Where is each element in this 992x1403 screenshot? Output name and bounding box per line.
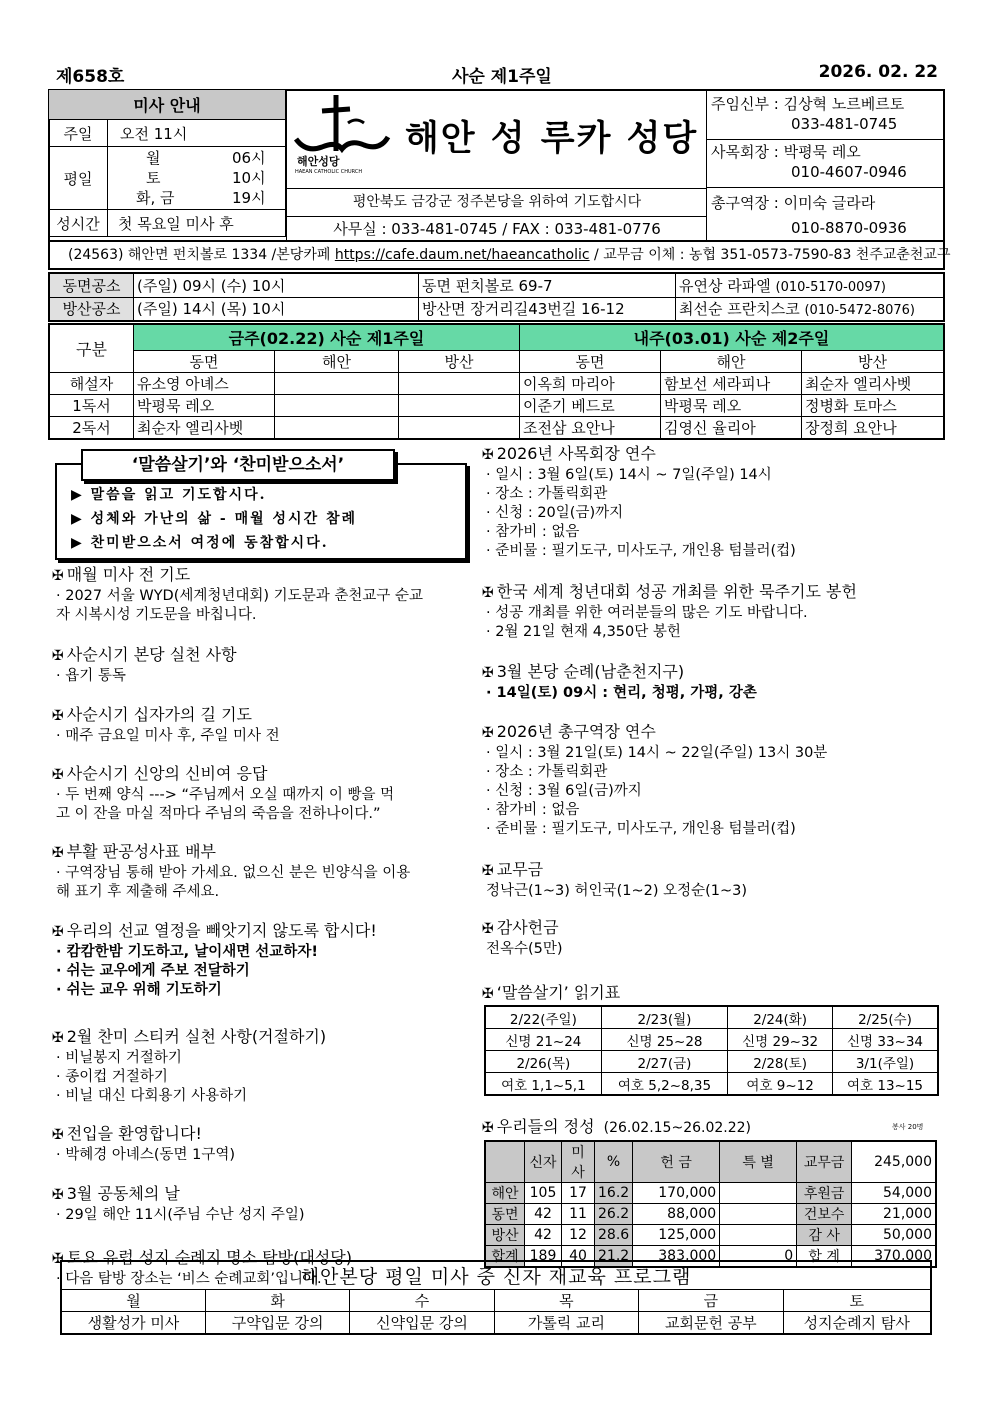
cross-icon: ✠ xyxy=(52,708,64,724)
notice-line: 자 시복시성 기도문을 바칩니다. xyxy=(56,607,257,623)
mission-name: 방산공소 xyxy=(49,297,134,321)
notice-title: 3월 공동체의 날 xyxy=(66,1184,180,1203)
roles-label: 구분 xyxy=(49,324,134,372)
account-text: / 교무금 이체 : 농협 351-0573-7590-83 천주교춘천교구 xyxy=(589,247,951,263)
weekday-time: 06시 xyxy=(232,149,266,167)
table-row xyxy=(49,372,944,394)
offering-cell xyxy=(720,1183,797,1204)
notice-line: · 성공 개최를 위한 여러분들의 많은 기도 바랍니다. xyxy=(486,605,808,621)
cross-icon: ✠ xyxy=(482,585,494,601)
staff-name: 이미숙 글라라 xyxy=(783,194,876,212)
weekday-day: 월 xyxy=(146,149,161,167)
offering-place: 합계 xyxy=(485,1246,525,1268)
liturgical-week: 사순 제1주일 xyxy=(452,67,552,87)
offering-cell: 170,000 xyxy=(633,1183,720,1204)
notice-line: · 박혜경 아녜스(동면 1구역) xyxy=(56,1147,236,1163)
program-item: 생활성가 미사 xyxy=(61,1312,205,1335)
notice-line: · 29일 해안 11시(주님 수난 성지 주일) xyxy=(56,1207,305,1223)
sunday-time: 오전 11시 xyxy=(108,120,286,147)
notice-line: · 종이컵 거절하기 xyxy=(56,1069,168,1085)
notice-section xyxy=(52,841,472,902)
program-table xyxy=(60,1260,932,1335)
offering-cell: 42 xyxy=(525,1204,562,1225)
adoration-label: 성시간 xyxy=(49,210,108,237)
program-day: 토 xyxy=(783,1290,931,1312)
offering-cell xyxy=(720,1225,797,1246)
reading-cell: 신명 29~32 xyxy=(728,1029,833,1051)
cross-icon: ✠ xyxy=(482,447,494,463)
offering-cell: 383,000 xyxy=(633,1246,720,1268)
offering-cell: 17 xyxy=(562,1183,595,1204)
place-header: 해안 xyxy=(661,350,802,372)
notice-title: 2026년 총구역장 연수 xyxy=(496,722,656,741)
staff-name: 김상혁 노르베르토 xyxy=(783,95,905,113)
cross-icon: ✠ xyxy=(52,767,64,783)
notice-title: 전입을 환영합니다! xyxy=(66,1124,202,1143)
program-item: 가톨릭 교리 xyxy=(494,1312,638,1335)
role-cell: 최순자 엘리사벳 xyxy=(802,372,945,394)
place-header: 동면 xyxy=(134,350,275,372)
place-header: 동면 xyxy=(520,350,661,372)
offering-header: % xyxy=(595,1141,633,1183)
weekday-time: 19시 xyxy=(232,189,266,207)
reading-cell: 신명 21~24 xyxy=(485,1029,601,1051)
program-day: 월 xyxy=(61,1290,205,1312)
staff-phone: 010-4607-0946 xyxy=(791,163,907,181)
program-item: 구약입문 강의 xyxy=(205,1312,349,1335)
cross-icon: ✠ xyxy=(482,1120,494,1136)
cross-icon: ✠ xyxy=(52,1187,64,1203)
offering-period: (26.02.15~26.02.22) xyxy=(603,1120,751,1136)
sunday-label: 주일 xyxy=(49,120,108,147)
cross-icon: ✠ xyxy=(52,1127,64,1143)
offering-cell: 12 xyxy=(562,1225,595,1246)
reading-section xyxy=(482,982,942,1005)
offering-place: 동면 xyxy=(485,1204,525,1225)
mission-contact: 최선순 프란치스코 xyxy=(679,300,800,319)
reading-cell: 2/24(화) xyxy=(728,1006,833,1029)
program-day: 화 xyxy=(205,1290,349,1312)
program-day: 수 xyxy=(350,1290,494,1312)
role-cell: 장정희 요안나 xyxy=(802,416,945,439)
right-notices xyxy=(482,443,942,969)
mission-phone: (010-5170-0097) xyxy=(775,279,887,295)
offering-header: 미사 xyxy=(562,1141,595,1183)
role-cell xyxy=(275,372,399,394)
notice-title: 교무금 xyxy=(496,860,544,879)
cross-icon: ✠ xyxy=(482,725,494,741)
weekday-time: 10시 xyxy=(232,169,266,187)
notice-line: · 장소 : 가톨릭회관 xyxy=(486,486,608,502)
role-cell xyxy=(399,372,520,394)
notice-section xyxy=(52,564,472,625)
offering-header: 특 별 xyxy=(720,1141,797,1183)
cross-icon: ✠ xyxy=(52,648,64,664)
role-cell xyxy=(275,394,399,416)
notice-line: · 캄캄한밤 기도하고, 날이새면 선교하자! xyxy=(56,944,318,960)
cross-icon: ✠ xyxy=(52,568,64,584)
place-header: 방산 xyxy=(399,350,520,372)
notice-line: · 14일(토) 09시 : 현리, 청평, 가평, 강촌 xyxy=(486,685,757,701)
motto-box xyxy=(55,455,467,560)
notice-title: 3월 본당 순례(남춘천지구) xyxy=(496,662,685,681)
notice-line: · 비닐 대신 다회용기 사용하기 xyxy=(56,1088,248,1104)
notice-section xyxy=(482,917,942,959)
notice-title: 2월 찬미 스티커 실천 사항(거절하기) xyxy=(66,1027,327,1046)
notice-line: · 참가비 : 없음 xyxy=(486,802,580,818)
notice-title: 2026년 사목회장 연수 xyxy=(496,444,656,463)
staff-role: 총구역장 : xyxy=(711,194,779,212)
offering-side-label: 감 사 xyxy=(797,1225,852,1246)
offering-cell: 105 xyxy=(525,1183,562,1204)
offering-cell: 40 xyxy=(562,1246,595,1268)
notice-line: · 2027 서울 WYD(세계청년대회) 기도문과 춘천교구 순교 xyxy=(56,588,423,604)
reading-cell: 2/25(수) xyxy=(833,1006,938,1029)
notice-line: · 쉬는 교우에게 주보 전달하기 xyxy=(56,963,250,979)
offering-side-value: 245,000 xyxy=(852,1141,936,1183)
role-cell: 함보선 세라피나 xyxy=(661,372,802,394)
reading-cell: 여호 5,2~8,35 xyxy=(601,1073,727,1096)
offering-place: 해안 xyxy=(485,1183,525,1204)
notice-line: · 욥기 통독 xyxy=(56,668,126,684)
table-row xyxy=(49,416,944,439)
role-cell: 박평묵 레오 xyxy=(134,394,275,416)
offering-side-label: 후원금 xyxy=(797,1183,852,1204)
role-name: 2독서 xyxy=(49,416,134,439)
role-cell: 조전삼 요안나 xyxy=(520,416,661,439)
staff-name: 박평묵 레오 xyxy=(783,143,861,161)
role-cell: 이준기 베드로 xyxy=(520,394,661,416)
notice-title: 우리의 선교 열정을 빼앗기지 않도록 합시다! xyxy=(66,921,377,940)
staff-pastor xyxy=(707,91,944,140)
address-bar xyxy=(48,242,951,270)
next-week-header: 내주(03.01) 사순 제2주일 xyxy=(520,324,945,350)
logo-subtext: HAEAN CATHOLIC CHURCH xyxy=(295,169,363,175)
reading-cell: 2/23(월) xyxy=(601,1006,727,1029)
church-banner xyxy=(286,91,707,188)
offering-heading xyxy=(482,1114,942,1137)
mission-address: 동면 펀치볼로 69-7 xyxy=(419,273,676,297)
motto-line: ▶ 말씀을 읽고 기도합시다. xyxy=(71,487,267,503)
mass-title: 미사 안내 xyxy=(49,90,286,120)
staff-role: 주임신부 : xyxy=(711,95,779,113)
cross-icon: ✠ xyxy=(482,665,494,681)
weekday-list xyxy=(108,147,285,209)
offering-title: 우리들의 정성 xyxy=(496,1117,595,1136)
reading-cell: 2/26(목) xyxy=(485,1051,601,1073)
notice-section xyxy=(482,581,942,642)
offering-header xyxy=(485,1141,525,1183)
reading-cell: 여호 9~12 xyxy=(728,1073,833,1096)
logo-text: 해안성당 xyxy=(297,155,340,168)
offering-table xyxy=(484,1140,937,1268)
role-cell: 김영신 율리아 xyxy=(661,416,802,439)
offering-cell xyxy=(720,1204,797,1225)
notice-title: 사순시기 본당 실천 사항 xyxy=(66,645,237,664)
reading-cell: 여호 13~15 xyxy=(833,1073,938,1096)
offering-place: 방산 xyxy=(485,1225,525,1246)
role-cell: 정병화 토마스 xyxy=(802,394,945,416)
staff-district-head xyxy=(707,188,944,240)
notice-title: 사순시기 신앙의 신비여 응답 xyxy=(66,764,268,783)
notice-line: · 쉬는 교우 위해 기도하기 xyxy=(56,982,222,998)
reading-title: ‘말씀살기’ 읽기표 xyxy=(496,983,621,1002)
staff-panel xyxy=(706,91,944,240)
offering-side-label: 건보수 xyxy=(797,1204,852,1225)
notice-section xyxy=(52,763,472,824)
cafe-link[interactable]: https://cafe.daum.net/haeancatholic xyxy=(334,247,590,263)
notice-section xyxy=(52,644,472,686)
reading-cell: 여호 1,1~5,1 xyxy=(485,1073,601,1096)
offering-cell: 26.2 xyxy=(595,1204,633,1225)
issue-date: 2026. 02. 22 xyxy=(818,62,938,82)
staff-phone: 033-481-0745 xyxy=(791,115,898,133)
notice-line: 정낙근(1~3) 허인국(1~2) 오정순(1~3) xyxy=(486,883,748,899)
offering-note: 봉사 20명 xyxy=(892,1123,924,1131)
reading-cell: 3/1(주일) xyxy=(833,1051,938,1073)
notice-section xyxy=(52,1026,472,1106)
offering-cell: 88,000 xyxy=(633,1204,720,1225)
staff-role: 사목회장 : xyxy=(711,143,779,161)
place-header: 해안 xyxy=(275,350,399,372)
program-day: 금 xyxy=(639,1290,783,1312)
offering-side-value: 370,000 xyxy=(852,1246,936,1268)
offering-header: 헌 금 xyxy=(633,1141,720,1183)
notice-section xyxy=(482,661,942,703)
role-cell: 박평묵 레오 xyxy=(661,394,802,416)
offering-cell: 125,000 xyxy=(633,1225,720,1246)
cross-icon: ✠ xyxy=(482,921,494,937)
motto-title: ‘말씀살기’와 ‘찬미받으소서’ xyxy=(81,449,395,481)
place-header: 방산 xyxy=(802,350,945,372)
role-cell xyxy=(399,394,520,416)
offering-cell: 42 xyxy=(525,1225,562,1246)
issue-number: 제658호 xyxy=(56,67,125,87)
notice-line: · 2월 21일 현재 4,350단 봉헌 xyxy=(486,624,681,640)
offering-cell: 0 xyxy=(720,1246,797,1268)
notice-line: 해 표기 후 제출해 주세요. xyxy=(56,884,220,900)
notice-title: 사순시기 십자가의 길 기도 xyxy=(66,705,253,724)
notice-line: · 신청 : 3월 6일(금)까지 xyxy=(486,783,642,799)
left-notices xyxy=(52,564,472,1303)
notice-line: 고 이 잔을 마실 적마다 주님의 죽음을 전하나이다.” xyxy=(56,806,381,822)
notice-section xyxy=(482,443,942,561)
reading-cell: 신명 25~28 xyxy=(601,1029,727,1051)
program-item: 교회문헌 공부 xyxy=(639,1312,783,1335)
header-box xyxy=(48,89,945,242)
role-name: 1독서 xyxy=(49,394,134,416)
program-title: 해안본당 평일 미사 중 신자 재교육 프로그램 xyxy=(61,1261,931,1290)
mission-phone: (010-5472-8076) xyxy=(804,303,915,319)
mission-address: 방산면 장거리길43번길 16-12 xyxy=(419,297,676,321)
weekday-label: 평일 xyxy=(49,147,108,210)
notice-title: 한국 세계 청년대회 성공 개최를 위한 묵주기도 봉헌 xyxy=(496,582,857,601)
motto-line: ▶ 성체와 가난의 삶 - 매월 성시간 참례 xyxy=(71,511,358,527)
mission-name: 동면공소 xyxy=(49,273,134,297)
notice-section xyxy=(52,1123,472,1165)
reading-cell: 2/22(주일) xyxy=(485,1006,601,1029)
cross-icon: ✠ xyxy=(52,1251,64,1267)
mission-contact: 유연상 라파엘 xyxy=(679,276,771,295)
masthead-top xyxy=(50,62,942,87)
notice-title: 부활 판공성사표 배부 xyxy=(66,842,217,861)
weekday-day: 화, 금 xyxy=(136,189,175,207)
offering-cell: 11 xyxy=(562,1204,595,1225)
offering-side-value: 54,000 xyxy=(852,1183,936,1204)
program-item: 성지순례지 탐사 xyxy=(783,1312,931,1335)
notice-line: · 매주 금요일 미사 후, 주일 미사 전 xyxy=(56,728,280,744)
mission-time: (주일) 09시 (수) 10시 xyxy=(134,273,419,297)
notice-line: · 일시 : 3월 21일(토) 14시 ~ 22일(주일) 13시 30분 xyxy=(486,745,828,761)
reader-roles-table xyxy=(48,323,945,440)
reading-cell: 2/28(토) xyxy=(728,1051,833,1073)
notice-line: · 비닐봉지 거절하기 xyxy=(56,1050,182,1066)
role-cell: 유소영 아녜스 xyxy=(134,372,275,394)
offering-side-label: 합 계 xyxy=(797,1246,852,1268)
offering-cell: 28.6 xyxy=(595,1225,633,1246)
this-week-header: 금주(02.22) 사순 제1주일 xyxy=(134,324,520,350)
cross-icon: ✠ xyxy=(482,986,494,1002)
cross-icon: ✠ xyxy=(52,924,64,940)
role-cell xyxy=(275,416,399,439)
notice-line: · 두 번째 양식 ---> “주님께서 오실 때까지 이 빵을 먹 xyxy=(56,787,395,803)
cross-icon: ✠ xyxy=(482,863,494,879)
role-name: 해설자 xyxy=(49,372,134,394)
notice-section xyxy=(52,1183,472,1225)
church-name: 해안 성 루카 성당 xyxy=(405,119,699,159)
cross-icon: ✠ xyxy=(52,1030,64,1046)
mass-schedule xyxy=(48,89,286,237)
notice-line: · 장소 : 가톨릭회관 xyxy=(486,764,608,780)
program-item: 신약입문 강의 xyxy=(350,1312,494,1335)
staff-council-head xyxy=(707,139,944,188)
offering-side-value: 21,000 xyxy=(852,1204,936,1225)
program-day: 목 xyxy=(494,1290,638,1312)
notice-line: · 구역장님 통해 받아 가세요. 없으신 분은 빈양식을 이용 xyxy=(56,865,411,881)
notice-line: · 신청 : 20일(금)까지 xyxy=(486,505,624,521)
notice-section xyxy=(52,704,472,746)
offering-header: 신자 xyxy=(525,1141,562,1183)
offering-side-label: 교무금 xyxy=(797,1141,852,1183)
notice-line: · 준비물 : 필기도구, 미사도구, 개인용 텀블러(컵) xyxy=(486,543,796,559)
office-contact: 사무실 : 033-481-0745 / FAX : 033-481-0776 xyxy=(286,216,707,242)
reading-cell: 2/27(금) xyxy=(601,1051,727,1073)
offering-cell: 21.2 xyxy=(595,1246,633,1268)
role-cell xyxy=(399,416,520,439)
notice-section xyxy=(52,920,472,1000)
reading-table xyxy=(484,1005,939,1096)
role-cell: 최순자 엘리사벳 xyxy=(134,416,275,439)
notice-line: · 참가비 : 없음 xyxy=(486,524,580,540)
notice-title: 토요 유럽 성지 순례지 명소 탐방(대성당) xyxy=(66,1248,352,1267)
notice-line: · 일시 : 3월 6일(토) 14시 ~ 7일(주일) 14시 xyxy=(486,467,772,483)
offering-cell: 189 xyxy=(525,1246,562,1268)
notice-title: 감사헌금 xyxy=(496,918,559,937)
notice-title: 매월 미사 전 기도 xyxy=(66,565,191,584)
reading-cell: 신명 33~34 xyxy=(833,1029,938,1051)
staff-phone: 010-8870-0936 xyxy=(791,219,907,237)
mission-time: (주일) 14시 (목) 10시 xyxy=(134,297,419,321)
notice-section xyxy=(482,721,942,839)
weekday-day: 토 xyxy=(146,169,161,187)
mission-table xyxy=(48,272,945,322)
motto-line: ▶ 찬미받으소서 여정에 동참합시다. xyxy=(71,535,329,551)
notice-section xyxy=(482,859,942,901)
notice-line: · 준비물 : 필기도구, 미사도구, 개인용 텀블러(컵) xyxy=(486,821,796,837)
role-cell: 이옥희 마리아 xyxy=(520,372,661,394)
address-text: (24563) 해안면 펀치볼로 1334 /본당카페 xyxy=(68,247,335,263)
adoration-time: 첫 목요일 미사 후 xyxy=(108,210,286,237)
offering-side-value: 50,000 xyxy=(852,1225,936,1246)
prayer-line: 평안북도 금강군 정주본당을 위하여 기도합시다 xyxy=(286,188,707,217)
table-row xyxy=(49,394,944,416)
cross-icon: ✠ xyxy=(52,845,64,861)
notice-line: 전옥수(5만) xyxy=(486,941,563,957)
notice-line: · 다음 탐방 장소는 ‘비스 순례교회’입니다. xyxy=(56,1271,322,1287)
offering-cell: 16.2 xyxy=(595,1183,633,1204)
